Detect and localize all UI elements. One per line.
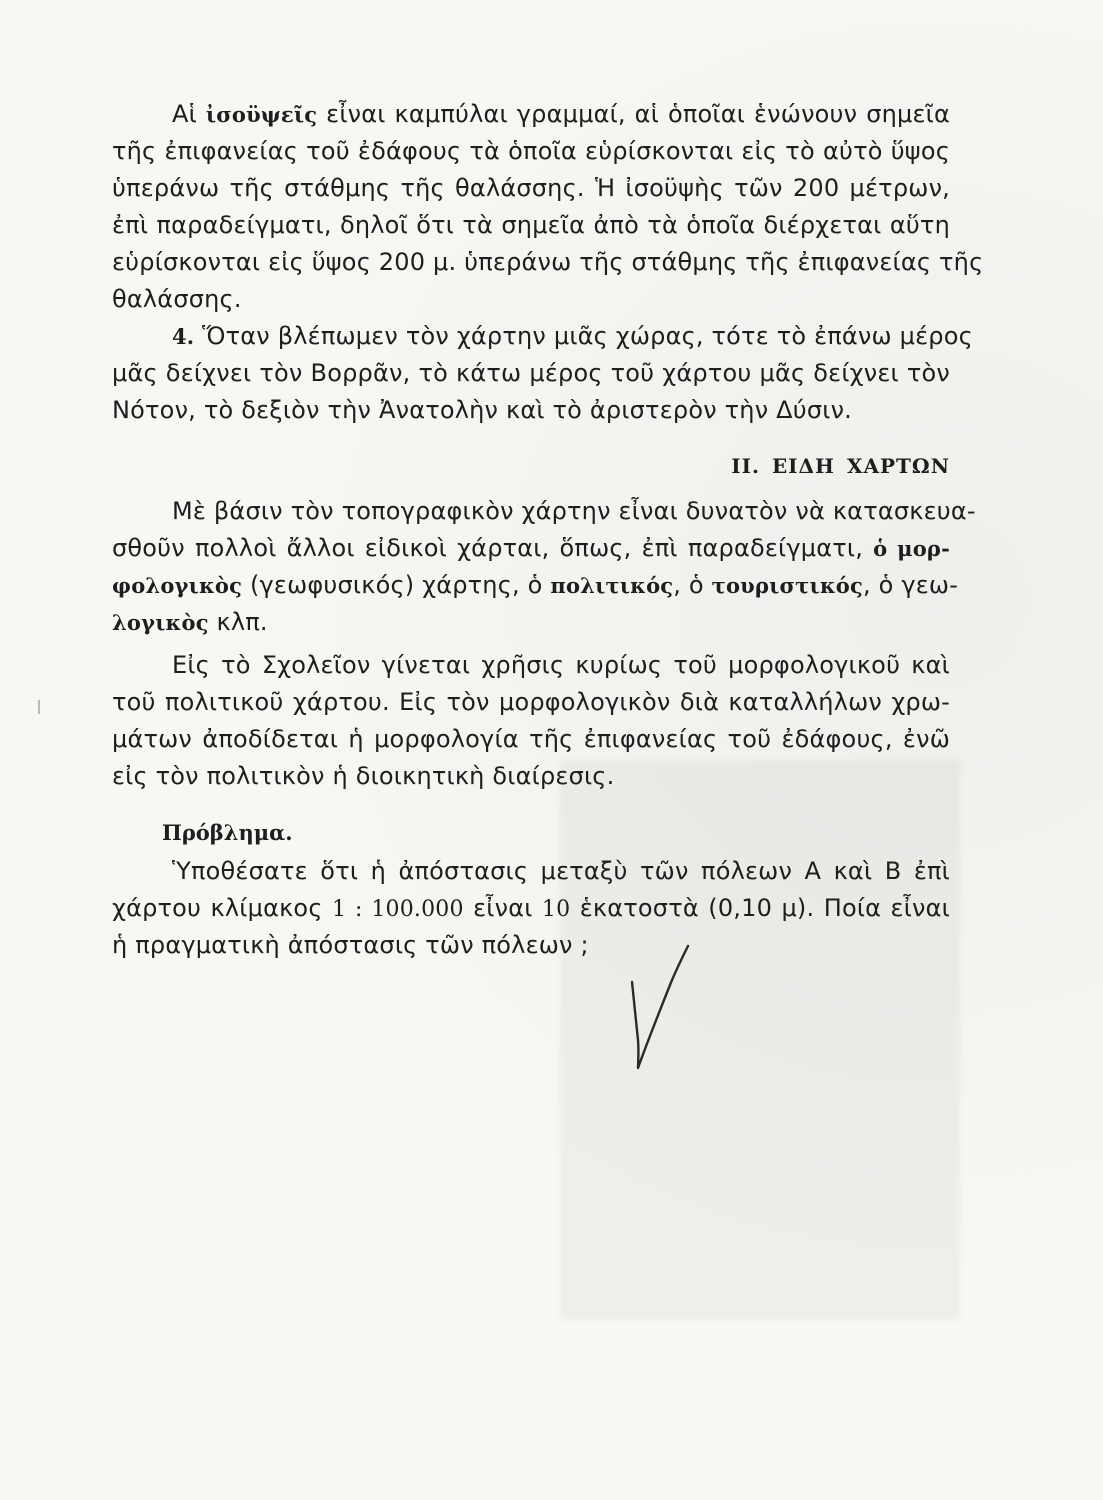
p1-line-1-start: Αἱ <box>172 100 206 128</box>
page-text <box>112 96 984 964</box>
distance-value: 10 <box>541 897 571 922</box>
checkmark-icon <box>626 940 696 1080</box>
map-scale: 1 : 100.000 <box>332 897 464 922</box>
section-heading-word-1: ΕΙΔΗ <box>771 454 835 478</box>
p1-line-2: τῆς ἐπιφανείας τοῦ ἐδάφους τὰ ὁποῖα εὑρίσκονται εἰς τὸ αὐτὸ ὕψος <box>112 137 950 165</box>
term-isoypseis: ἰσοϋψεῖς <box>205 102 318 127</box>
p5-line-2 <box>112 890 950 927</box>
p5-line-3: ἡ πραγματικὴ ἀπόστασις τῶν πόλεων ; <box>112 931 589 959</box>
p3-line-3-text-1: (γεωφυσικός) χάρτης, ὁ <box>242 571 551 599</box>
p3-line-3-text-4: γεω- <box>901 571 959 599</box>
p1-line-3: ὑπεράνω τῆς στάθμης τῆς θαλάσσης. Ἡ ἰσοϋψὴς τῶν 200 μέτρων, <box>112 174 950 202</box>
problem-heading: Πρόβλημα. <box>162 820 293 845</box>
p2-line-1 <box>112 318 973 355</box>
p5-line-1: Ὑποθέσατε ὅτι ἡ ἀπόστασις μεταξὺ τῶν πόλεων Α καὶ Β ἐπὶ <box>172 857 950 885</box>
p3-line-4-text: κλπ. <box>208 608 268 636</box>
p4-line-3: μάτων ἀποδίδεται ἡ μορφολογία τῆς ἐπιφανείας τοῦ ἐδάφους, ἐνῶ <box>112 725 950 753</box>
term-morphologikos-start: ὁ μορ- <box>873 536 950 561</box>
p3-line-4 <box>112 604 950 641</box>
section-heading-number: ΙΙ. <box>731 454 760 478</box>
p2-line-1-text: Ὅταν βλέπωμεν τὸν χάρτην μιᾶς χώρας, τότε τὸ ἐπάνω μέρος <box>194 322 973 350</box>
term-politikos: πολιτικός <box>550 573 674 598</box>
p5-line-2-text-3: ἑκατοστὰ (0,10 μ). Ποία εἶναι <box>570 894 950 922</box>
section-heading-word-2: ΧΑΡΤΩΝ <box>846 454 950 478</box>
term-touristikos: τουριστικός <box>711 573 863 598</box>
p1-line-5: εὑρίσκονται εἰς ὕψος 200 μ. ὑπεράνω τῆς στάθμης τῆς ἐπιφανείας τῆς <box>112 248 984 276</box>
p4-line-1: Εἰς τὸ Σχολεῖον γίνεται χρῆσις κυρίως τοῦ μορφολογικοῦ καὶ <box>172 651 950 679</box>
p3-line-3-text-2: , ὁ <box>673 571 712 599</box>
p1-line-6: θαλάσσης. <box>112 285 242 313</box>
p4-line-4: εἰς τὸν πολιτικὸν ἡ διοικητικὴ διαίρεσις. <box>112 762 615 790</box>
p3-line-1: Μὲ βάσιν τὸν τοπογραφικὸν χάρτην εἶναι δυνατὸν νὰ κατασκευα- <box>172 497 976 525</box>
p3-line-3-text-3: , ὁ <box>862 571 902 599</box>
p5-line-2-text-1: χάρτου κλίμακος <box>112 894 332 922</box>
p4-line-2: τοῦ πολιτικοῦ χάρτου. Εἰς τὸν μορφολογικὸν διὰ καταλλήλων χρω- <box>112 688 950 716</box>
term-geologikos: λογικὸς <box>112 610 209 635</box>
p1-line-1-rest: εἶναι καμπύλαι γραμμαί, αἱ ὁποῖαι ἑνώνουν σημεῖα <box>317 100 950 128</box>
p3-line-3 <box>112 567 959 604</box>
p5-line-2-text-2: εἶναι <box>463 894 542 922</box>
p1-line-1 <box>112 96 950 133</box>
p3-line-2-text: σθοῦν πολλοὶ ἄλλοι εἰδικοὶ χάρται, ὅπως, ἐπὶ παραδείγματι, <box>112 534 874 562</box>
item-number: 4. <box>172 324 195 349</box>
p3-line-2 <box>112 530 950 567</box>
p2-line-3: Νότον, τὸ δεξιὸν τὴν Ἀνατολὴν καὶ τὸ ἀριστερὸν τὴν Δύσιν. <box>112 396 853 424</box>
section-heading <box>112 451 950 481</box>
margin-speck <box>38 700 40 714</box>
term-morphologikos-end: φολογικὸς <box>112 573 243 598</box>
p1-line-4: ἐπὶ παραδείγματι, δηλοῖ ὅτι τὰ σημεῖα ἀπὸ τὰ ὁποῖα διέρχεται αὕτη <box>112 211 950 239</box>
p2-line-2: μᾶς δείχνει τὸν Βορρᾶν, τὸ κάτω μέρος τοῦ χάρτου μᾶς δείχνει τὸν <box>112 359 950 387</box>
